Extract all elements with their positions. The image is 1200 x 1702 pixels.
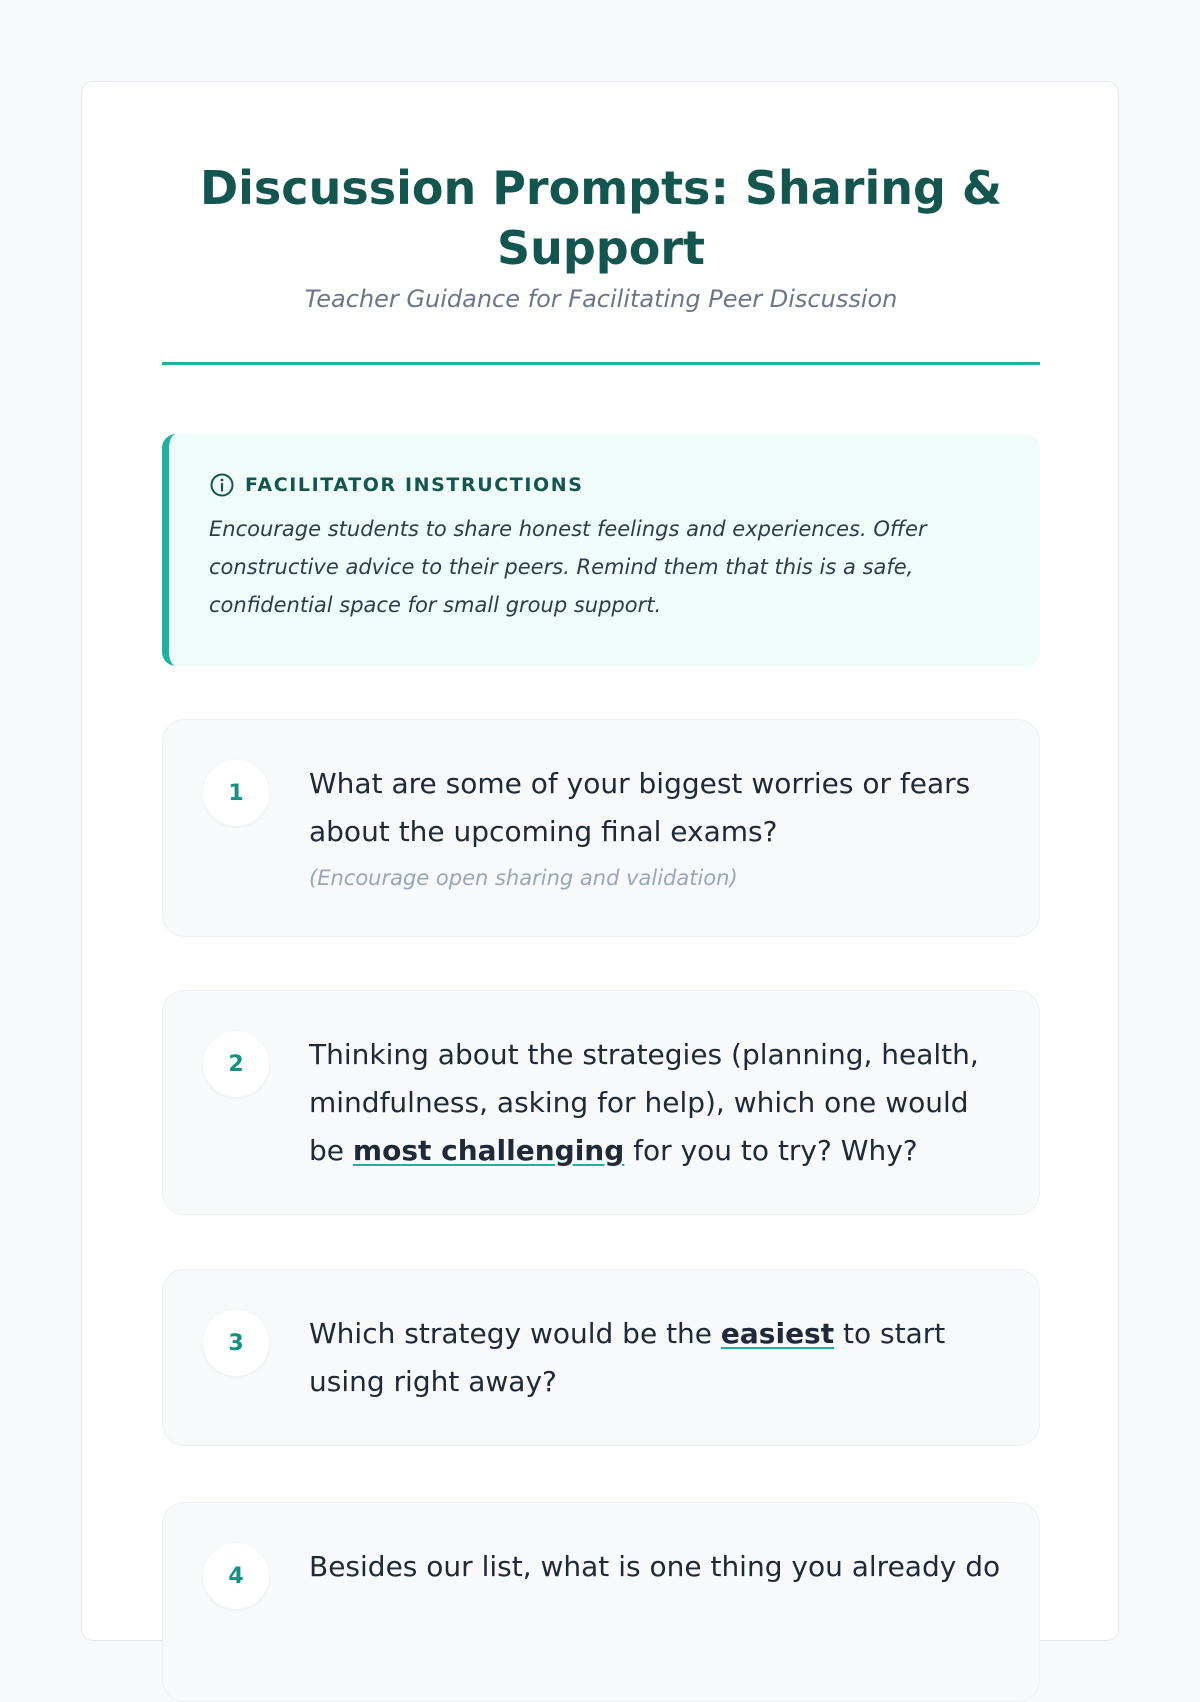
instructions-label: FACILITATOR INSTRUCTIONS: [245, 474, 584, 496]
prompt-number-badge: 1: [203, 760, 269, 826]
prompt-text: What are some of your biggest worries or fears about the upcoming final exams?: [309, 767, 971, 848]
info-icon: [209, 472, 235, 498]
prompt-number-badge: 4: [203, 1543, 269, 1609]
prompts-card: [81, 81, 1119, 1641]
prompt-number-badge: 2: [203, 1031, 269, 1097]
prompt-card-2: [162, 990, 1040, 1215]
instructions-text: Encourage students to share honest feelings and experiences. Offer constructive advice to their peers. Remind them that this is a safe, confidential space for small group support.: [209, 517, 927, 617]
facilitator-instructions: [162, 434, 1040, 666]
prompt-hint: (Encourage open sharing and validation): [309, 866, 738, 890]
prompt-number-badge: 3: [203, 1310, 269, 1376]
prompt-text: [309, 1310, 1003, 1406]
instructions-heading: [209, 472, 1000, 498]
prompt-emphasis: most challenging: [352, 1134, 625, 1167]
prompt-text-after: for you to try? Why?: [624, 1134, 918, 1167]
prompt-text-before: Thinking about the strategies (planning, health, mindfulness, asking for help), which one would be: [309, 1038, 979, 1167]
prompt-card-3: [162, 1269, 1040, 1446]
prompt-text-after: to start using right away?: [309, 1317, 946, 1398]
header-divider: [162, 362, 1040, 365]
page-subtitle: Teacher Guidance for Facilitating Peer Discussion: [304, 285, 898, 313]
prompt-card-4: [162, 1502, 1040, 1702]
prompt-text-before: Which strategy would be the: [309, 1317, 721, 1350]
prompt-text: [309, 1031, 1003, 1175]
prompt-card-1: [162, 719, 1040, 937]
header: [162, 158, 1040, 314]
page-title: Discussion Prompts: Sharing & Support: [199, 161, 1003, 275]
prompt-text: Besides our list, what is one thing you already do: [309, 1550, 1001, 1583]
prompt-emphasis: easiest: [720, 1317, 835, 1350]
